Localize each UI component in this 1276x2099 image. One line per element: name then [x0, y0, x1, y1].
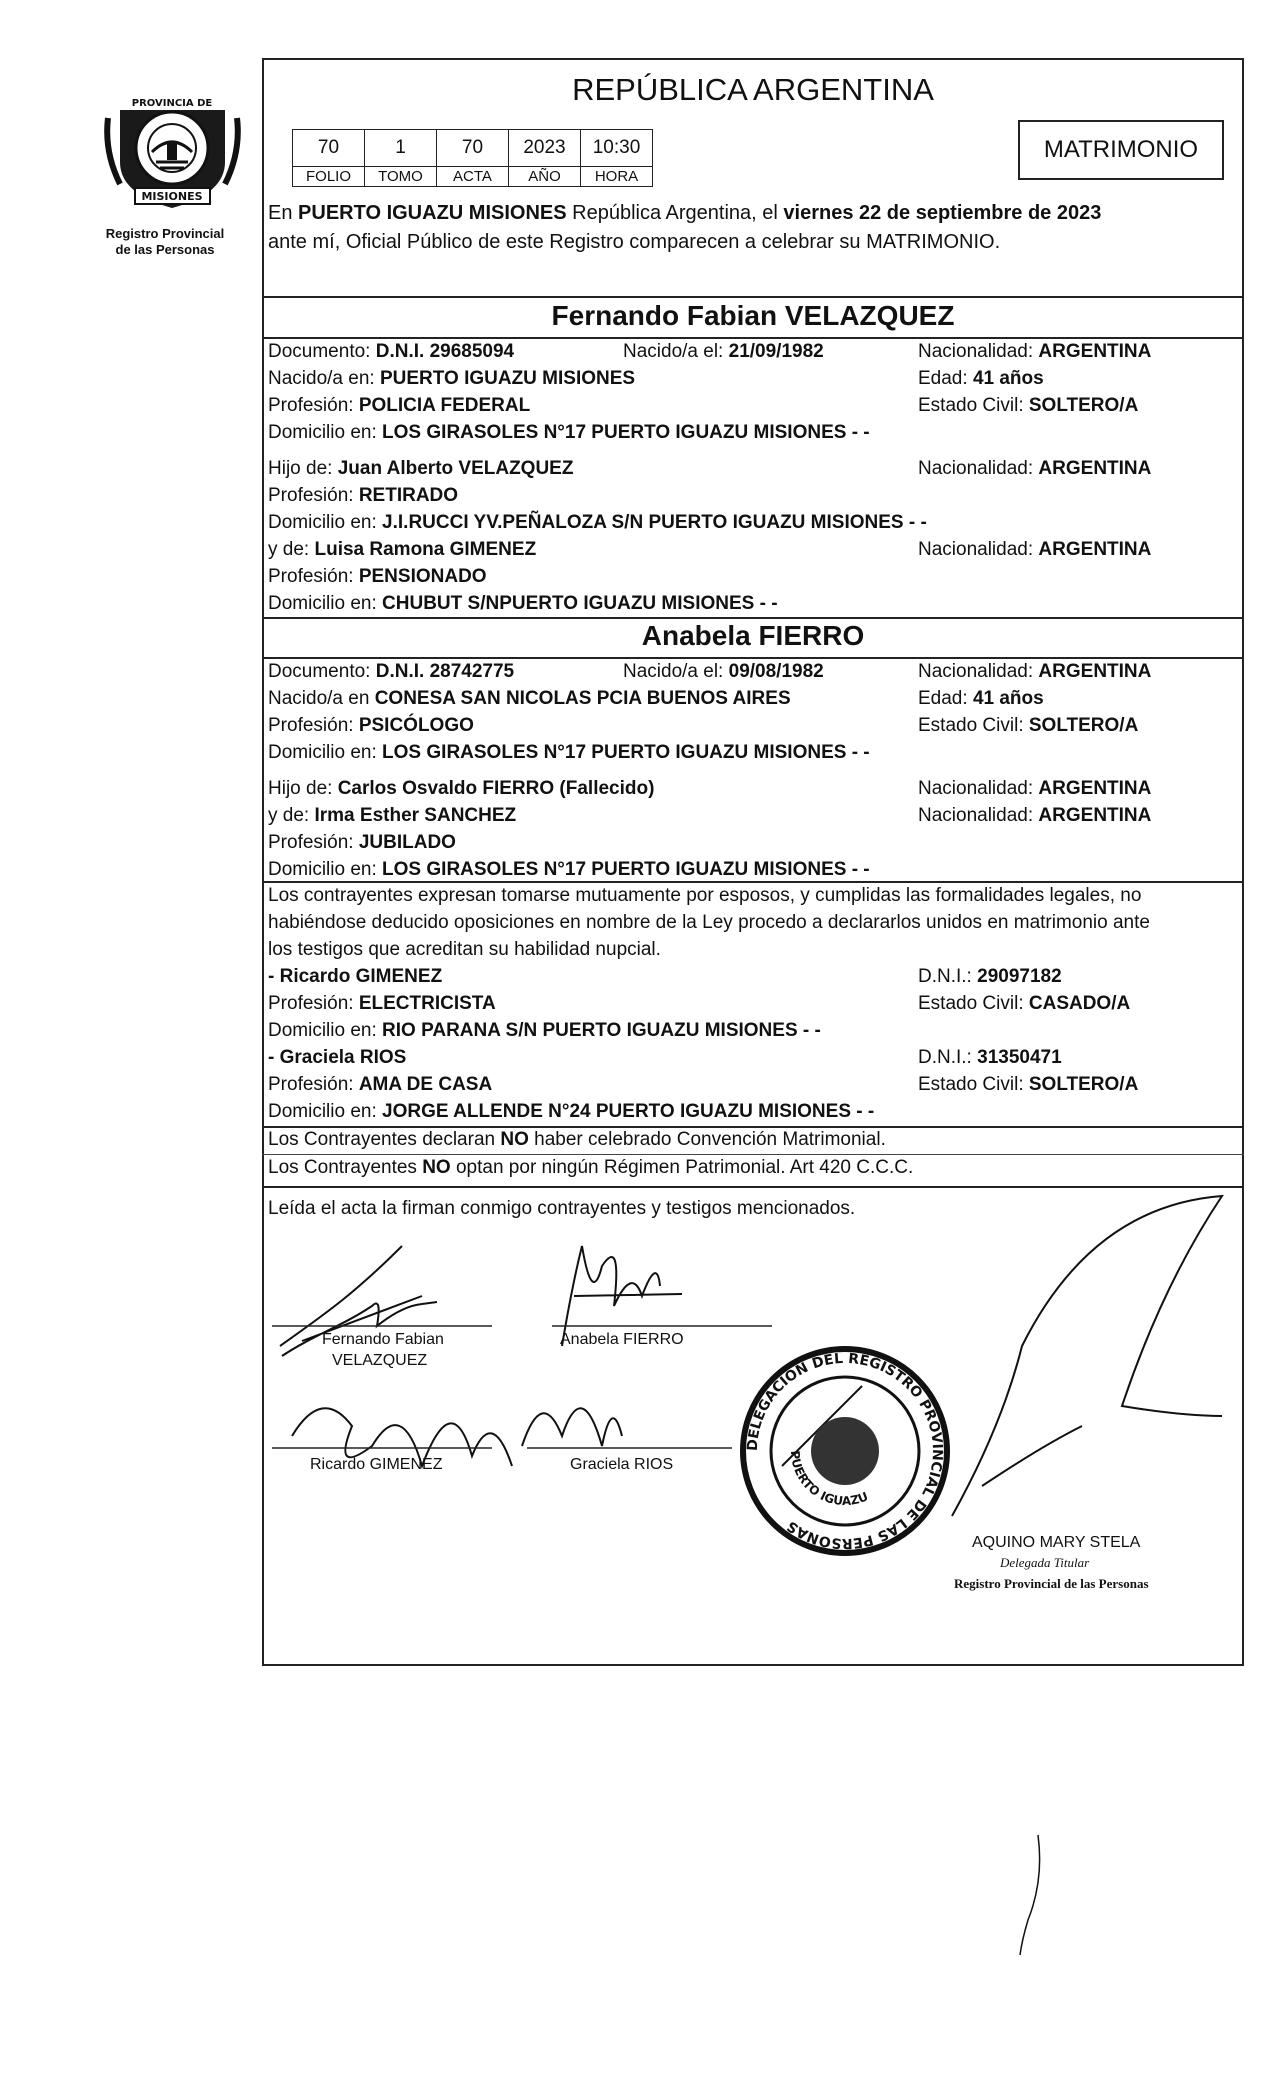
- divider: [262, 617, 1244, 619]
- value: SOLTERO/A: [1028, 395, 1139, 416]
- spouse1-father-profession: [268, 485, 458, 507]
- anio-value: 2023: [509, 130, 581, 167]
- spouse2-age: [918, 688, 1044, 710]
- divider: [262, 337, 1244, 339]
- label: Edad:: [918, 688, 973, 709]
- folio-value: 70: [293, 130, 365, 167]
- folio-label: FOLIO: [293, 167, 365, 187]
- spouse1-document: [268, 341, 514, 363]
- spouse2-mother: [268, 805, 516, 827]
- witness1-dni: [918, 966, 1062, 988]
- logo-caption: [80, 226, 250, 258]
- spouse1-nationality: [918, 341, 1151, 363]
- stray-pen-mark: [1010, 1830, 1050, 1960]
- signature-label-witness1: Ricardo GIMENEZ: [310, 1456, 443, 1473]
- value: - Graciela RIOS: [268, 1047, 407, 1068]
- spouse1-father-nationality: [918, 458, 1151, 480]
- divider: [262, 1126, 1244, 1128]
- signatures-area: [262, 1186, 1244, 1666]
- value: J.I.RUCCI YV.PEÑALOZA S/N PUERTO IGUAZU MISIONES - -: [382, 512, 927, 533]
- spouse2-profession: [268, 715, 474, 737]
- value: ARGENTINA: [1038, 539, 1152, 560]
- value: 29097182: [977, 966, 1062, 987]
- value: Juan Alberto VELAZQUEZ: [337, 458, 574, 479]
- spouse1-civil-status: [918, 395, 1138, 417]
- hora-value: 10:30: [581, 130, 653, 167]
- seal-inner-text: PUERTO IGUAZU: [787, 1450, 871, 1509]
- label: Profesión:: [268, 485, 359, 506]
- label: Profesión:: [268, 993, 359, 1014]
- convention-statement: [268, 1129, 886, 1151]
- declaration-line-1: Los contrayentes expresan tomarse mutuamente por esposos, y cumplidas las formalidades legales, no: [268, 885, 1142, 906]
- value: Irma Esther SANCHEZ: [314, 805, 517, 826]
- witness1-name: [268, 966, 442, 988]
- divider: [262, 1154, 1244, 1155]
- emphasis: NO: [422, 1157, 451, 1178]
- intro-line-1: [268, 202, 1101, 225]
- logo-caption-line2: de las Personas: [115, 242, 215, 257]
- value: JORGE ALLENDE N°24 PUERTO IGUAZU MISIONES - -: [382, 1101, 875, 1122]
- value: SOLTERO/A: [1028, 1074, 1139, 1095]
- value: RETIRADO: [358, 485, 459, 506]
- declaration-line-3: los testigos que acreditan su habilidad nupcial.: [268, 939, 661, 960]
- witness2-name: [268, 1047, 406, 1069]
- text: haber celebrado Convención Matrimonial.: [528, 1129, 886, 1150]
- signature-label-spouse1-line2: VELAZQUEZ: [332, 1352, 428, 1369]
- seal-ring-text: DELEGACION DEL REGISTRO PROVINCIAL DE LAS PERSONAS: [744, 1350, 946, 1552]
- intro-line-2: ante mí, Oficial Público de este Registro comparecen a celebrar su MATRIMONIO.: [268, 231, 1001, 253]
- witness1-profession: [268, 993, 496, 1015]
- value: CHUBUT S/NPUERTO IGUAZU MISIONES - -: [382, 593, 778, 614]
- divider: [262, 296, 1244, 298]
- witness1-address: [268, 1020, 821, 1042]
- logo-caption-line1: Registro Provincial: [105, 226, 225, 241]
- value: 41 años: [972, 688, 1044, 709]
- value: ARGENTINA: [1038, 341, 1152, 362]
- label: Nacionalidad:: [918, 341, 1039, 362]
- value: POLICIA FEDERAL: [358, 395, 531, 416]
- witness2-dni: [918, 1047, 1062, 1069]
- label: Nacionalidad:: [918, 458, 1039, 479]
- intro-place: PUERTO IGUAZU MISIONES: [298, 202, 567, 224]
- label: Estado Civil:: [918, 395, 1029, 416]
- label: Domicilio en:: [268, 422, 383, 443]
- label: Nacionalidad:: [918, 661, 1039, 682]
- officer-organization: Registro Provincial de las Personas: [954, 1576, 1149, 1591]
- spouse2-civil-status: [918, 715, 1138, 737]
- label: Hijo de:: [268, 778, 338, 799]
- signature-label-spouse2: Anabela FIERRO: [560, 1331, 684, 1348]
- label: Estado Civil:: [918, 715, 1029, 736]
- acta-label: ACTA: [437, 167, 509, 187]
- value: 41 años: [972, 368, 1044, 389]
- tomo-label: TOMO: [365, 167, 437, 187]
- divider: [262, 881, 1244, 883]
- label: Domicilio en:: [268, 742, 383, 763]
- value: LOS GIRASOLES N°17 PUERTO IGUAZU MISIONES - -: [382, 422, 870, 443]
- value: PENSIONADO: [358, 566, 487, 587]
- hora-label: HORA: [581, 167, 653, 187]
- label: Documento:: [268, 661, 376, 682]
- value: Carlos Osvaldo FIERRO (Fallecido): [337, 778, 655, 799]
- spouse2-father: [268, 778, 654, 800]
- value: CASADO/A: [1028, 993, 1131, 1014]
- label: Profesión:: [268, 566, 359, 587]
- value: Luisa Ramona GIMENEZ: [314, 539, 537, 560]
- officer-name: AQUINO MARY STELA: [972, 1534, 1141, 1551]
- value: PSICÓLOGO: [358, 715, 474, 736]
- spouse2-mother-nationality: [918, 805, 1151, 827]
- label: Nacido/a en: [268, 688, 375, 709]
- label: y de:: [268, 805, 315, 826]
- label: Edad:: [918, 368, 973, 389]
- spouse1-mother-address: [268, 593, 778, 615]
- label: Domicilio en:: [268, 1020, 383, 1041]
- value: ELECTRICISTA: [358, 993, 496, 1014]
- value: ARGENTINA: [1038, 458, 1152, 479]
- value: PUERTO IGUAZU MISIONES: [379, 368, 636, 389]
- value: LOS GIRASOLES N°17 PUERTO IGUAZU MISIONES - -: [382, 742, 870, 763]
- spouse2-nationality: [918, 661, 1151, 683]
- value: SOLTERO/A: [1028, 715, 1139, 736]
- document-title: REPÚBLICA ARGENTINA: [572, 72, 934, 107]
- spouse2-birthplace: [268, 688, 791, 710]
- logo-bottom-text: MISIONES: [141, 190, 203, 203]
- document-type-box: MATRIMONIO: [1018, 120, 1224, 180]
- spouse1-mother-nationality: [918, 539, 1151, 561]
- label: Nacionalidad:: [918, 539, 1039, 560]
- intro-text: República Argentina, el: [566, 202, 784, 224]
- spouse2-address: [268, 742, 870, 764]
- logo-top-text: PROVINCIA DE: [131, 98, 213, 109]
- acta-value: 70: [437, 130, 509, 167]
- spouse1-birthplace: [268, 368, 635, 390]
- label: Nacionalidad:: [918, 778, 1039, 799]
- label: D.N.I.:: [918, 1047, 978, 1068]
- value: 31350471: [977, 1047, 1062, 1068]
- value: LOS GIRASOLES N°17 PUERTO IGUAZU MISIONES - -: [382, 859, 870, 880]
- label: Documento:: [268, 341, 376, 362]
- witness2-civil-status: [918, 1074, 1138, 1096]
- registro-provincial-logo: [100, 92, 245, 212]
- intro-text: En: [268, 202, 299, 224]
- spouse1-father-address: [268, 512, 927, 534]
- spouse2-parents-address: [268, 859, 870, 881]
- value: 21/09/1982: [728, 341, 824, 362]
- spouse2-father-nationality: [918, 778, 1151, 800]
- label: Domicilio en:: [268, 593, 383, 614]
- text: optan por ningún Régimen Patrimonial. Art 420 C.C.C.: [450, 1157, 914, 1178]
- emphasis: NO: [500, 1129, 529, 1150]
- witness2-address: [268, 1101, 874, 1123]
- value: 09/08/1982: [728, 661, 824, 682]
- label: D.N.I.:: [918, 966, 978, 987]
- label: Nacido/a el:: [623, 661, 729, 682]
- spouse1-name: Fernando Fabian VELAZQUEZ: [551, 300, 955, 331]
- label: Profesión:: [268, 1074, 359, 1095]
- read-and-signed-statement: Leída el acta la firman conmigo contrayentes y testigos mencionados.: [268, 1198, 856, 1219]
- intro-date: viernes 22 de septiembre de 2023: [783, 202, 1102, 224]
- spouse2-birthdate: [623, 661, 824, 683]
- label: Hijo de:: [268, 458, 338, 479]
- value: ARGENTINA: [1038, 661, 1152, 682]
- regime-statement: [268, 1157, 913, 1179]
- label: Profesión:: [268, 715, 359, 736]
- value: JUBILADO: [358, 832, 456, 853]
- label: Nacionalidad:: [918, 805, 1039, 826]
- officer-role: Delegada Titular: [1000, 1555, 1090, 1570]
- spouse2-parents-profession: [268, 832, 456, 854]
- spouse1-profession: [268, 395, 530, 417]
- value: CONESA SAN NICOLAS PCIA BUENOS AIRES: [374, 688, 791, 709]
- label: Estado Civil:: [918, 993, 1029, 1014]
- value: ARGENTINA: [1038, 778, 1152, 799]
- label: Estado Civil:: [918, 1074, 1029, 1095]
- signature-scribble-4: [522, 1408, 622, 1446]
- spouse1-age: [918, 368, 1044, 390]
- value: D.N.I. 29685094: [375, 341, 515, 362]
- label: Profesión:: [268, 832, 359, 853]
- spouse1-birthdate: [623, 341, 824, 363]
- label: Domicilio en:: [268, 512, 383, 533]
- reference-table: [292, 129, 653, 187]
- value: ARGENTINA: [1038, 805, 1152, 826]
- seal-emblem: [811, 1417, 879, 1485]
- text: Los Contrayentes declaran: [268, 1129, 501, 1150]
- signature-label-witness2: Graciela RIOS: [570, 1456, 674, 1473]
- label: Profesión:: [268, 395, 359, 416]
- witness2-profession: [268, 1074, 492, 1096]
- spouse1-father: [268, 458, 573, 480]
- value: RIO PARANA S/N PUERTO IGUAZU MISIONES - -: [382, 1020, 821, 1041]
- label: y de:: [268, 539, 315, 560]
- tomo-value: 1: [365, 130, 437, 167]
- value: D.N.I. 28742775: [375, 661, 515, 682]
- signature-label-spouse1-line1: Fernando Fabian: [322, 1331, 444, 1348]
- spouse1-address: [268, 422, 870, 444]
- declaration-line-2: habiéndose deducido oposiciones en nombre de la Ley procedo a declararlos unidos en matrimonio ante: [268, 912, 1150, 933]
- label: Nacido/a el:: [623, 341, 729, 362]
- text: Los Contrayentes: [268, 1157, 423, 1178]
- value: AMA DE CASA: [358, 1074, 493, 1095]
- anio-label: AÑO: [509, 167, 581, 187]
- witness1-civil-status: [918, 993, 1130, 1015]
- spouse2-document: [268, 661, 514, 683]
- spouse1-mother-profession: [268, 566, 487, 588]
- spouse2-name: Anabela FIERRO: [641, 620, 865, 651]
- value: - Ricardo GIMENEZ: [268, 966, 443, 987]
- label: Nacido/a en:: [268, 368, 380, 389]
- label: Domicilio en:: [268, 1101, 383, 1122]
- divider: [262, 657, 1244, 659]
- spouse1-mother: [268, 539, 536, 561]
- label: Domicilio en:: [268, 859, 383, 880]
